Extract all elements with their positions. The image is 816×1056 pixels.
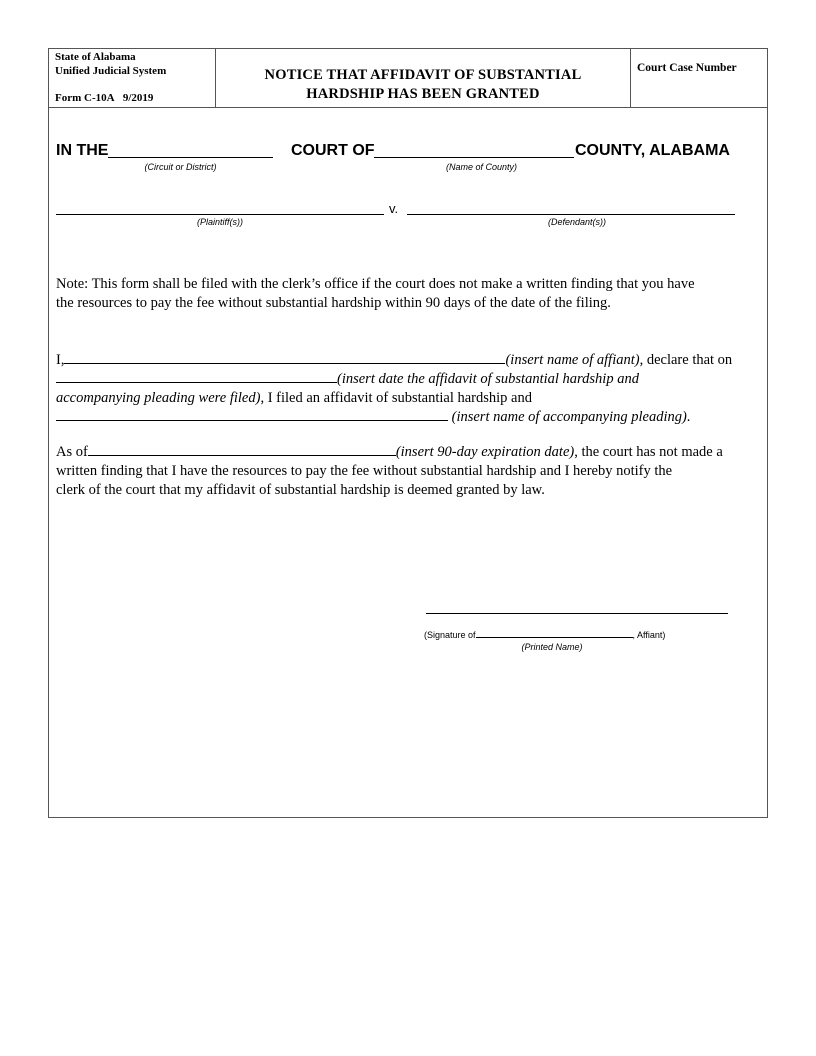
declaration-line-4 [56, 408, 732, 427]
pleading-hint: (insert name of accompanying pleading) [451, 409, 687, 425]
declaration-period: . [686, 409, 691, 425]
title-line-2: HARDSHIP HAS BEEN GRANTED [306, 86, 540, 102]
declare-text: , declare that on [639, 352, 733, 368]
defendant-field[interactable] [407, 214, 735, 215]
affiant-hint: (insert name of affiant) [505, 352, 640, 368]
signature-suffix: , Affiant) [632, 630, 666, 640]
as-of-line-3: clerk of the court that my affidavit of substantial hardship is deemed granted by law. [56, 482, 545, 498]
in-the-label: IN THE [56, 142, 109, 159]
note-line-2: the resources to pay the fee without substantial hardship within 90 days of the date of the filing. [56, 295, 611, 311]
note-line-1: Note: This form shall be filed with the clerk’s office if the court does not make a written finding that you have [56, 276, 695, 292]
title-line-1: NOTICE THAT AFFIDAVIT OF SUBSTANTIAL [264, 67, 582, 83]
declaration-paragraph [56, 351, 732, 427]
system-label: Unified Judicial System [55, 65, 167, 77]
filing-note [56, 275, 695, 313]
form-header [49, 49, 767, 108]
declaration-line-2 [56, 370, 732, 389]
filing-date-field[interactable] [56, 370, 337, 383]
circuit-district-caption: (Circuit or District) [144, 162, 217, 172]
county-alabama-label: COUNTY, ALABAMA [575, 142, 730, 159]
date-hint-2: accompanying pleading were filed) [56, 390, 261, 406]
filed-text: , I filed an affidavit of substantial hardship and [260, 390, 532, 406]
case-number-label: Court Case Number [637, 62, 737, 74]
pleading-name-field[interactable] [56, 408, 448, 421]
affiant-printed-name-field[interactable] [476, 628, 633, 638]
state-label: State of Alabama [55, 51, 136, 63]
declaration-line-1 [56, 351, 732, 370]
plaintiff-caption: (Plaintiff(s)) [196, 217, 243, 227]
date-hint-1: (insert date the affidavit of substantial hardship and [337, 371, 639, 387]
form-id-label [55, 92, 153, 105]
plaintiff-field[interactable] [56, 214, 384, 215]
as-of-paragraph [56, 443, 723, 500]
declaration-line-3 [56, 389, 732, 408]
as-of-text-1: , the court has not made a [574, 444, 723, 460]
signature-label [424, 628, 665, 640]
expiration-hint: (insert 90-day expiration date) [395, 444, 575, 460]
form-date: 9/2019 [122, 92, 154, 104]
court-of-label: COURT OF [291, 142, 375, 159]
header-left-cell [49, 49, 216, 107]
circuit-district-field[interactable] [108, 157, 273, 158]
expiration-date-field[interactable] [88, 443, 396, 456]
county-name-field[interactable] [374, 157, 574, 158]
signature-prefix: (Signature of [424, 630, 476, 640]
form-title [216, 66, 630, 104]
i-prefix: I, [56, 352, 65, 368]
form-id: Form C-10A [55, 92, 115, 104]
defendant-caption: (Defendant(s)) [547, 217, 607, 227]
case-number-cell[interactable] [630, 49, 768, 107]
as-of-line-1 [56, 443, 723, 462]
versus-label: v. [389, 201, 399, 216]
affiant-name-field[interactable] [64, 351, 505, 364]
printed-name-caption: (Printed Name) [521, 642, 583, 652]
as-of-prefix: As of [56, 444, 88, 460]
signature-line[interactable] [426, 613, 728, 614]
county-name-caption: (Name of County) [445, 162, 518, 172]
as-of-line-2: written finding that I have the resources to pay the fee without substantial hardship and I hereby notify the [56, 463, 673, 479]
